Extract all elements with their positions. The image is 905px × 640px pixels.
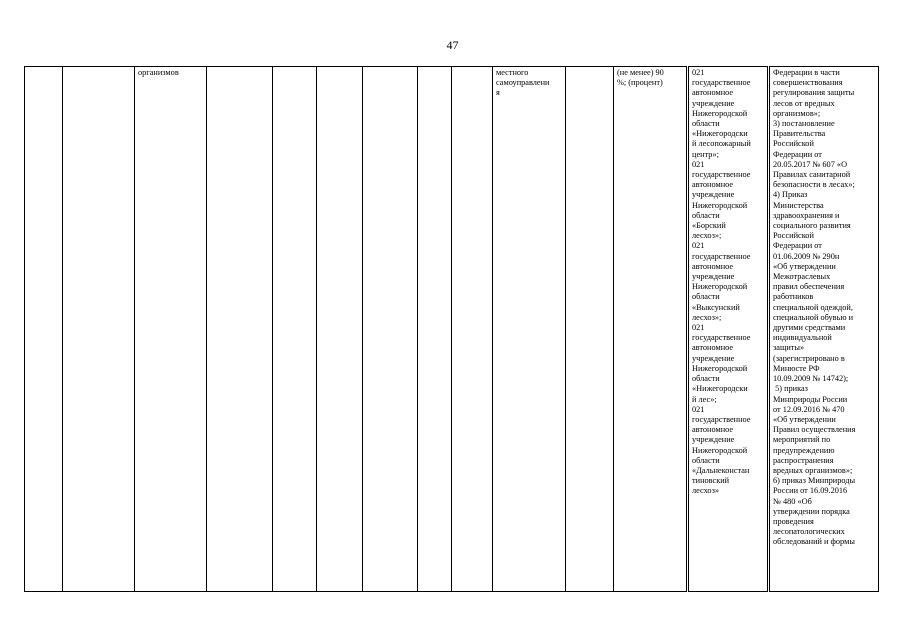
- table-cell-2: [63, 67, 135, 592]
- table-cell-1: [25, 67, 63, 592]
- table-cell-9: [452, 67, 493, 592]
- table-cell-13: [688, 67, 769, 592]
- table-cell-5: [273, 67, 317, 592]
- cell-text-local-government: местного самоуправлени я: [496, 68, 550, 98]
- table-row: [25, 67, 879, 592]
- table-cell-10: [493, 67, 566, 592]
- table-cell-12: [614, 67, 688, 592]
- table-cell-6: [317, 67, 363, 592]
- cell-text-organisms: организмов: [138, 68, 179, 77]
- table-cell-14: [769, 67, 879, 592]
- table-cell-11: [566, 67, 614, 592]
- cell-text-legal-acts: Федерации в части совершенствования регулирования защиты лесов от вредных организмов»; 3) постановление Правительства Российской Федерации от 20.05.2017 № 607 «О Правилах санитарной безопасности в лесах»; 4) Приказ Министерства здравоохранения и социального развития Российской Федерации от 01.06.2009 № 290н «Об утверждении Межотраслевых правил обеспечения работников специальной одеждой, специальной обувью и другими средствами индивидуальной защиты» (зарегистрировано в Минюсте РФ 10.09.2009 № 14742); 5) приказ Минприроды России от 12.09.2016 № 470 «Об утверждении Правил осуществления мероприятий по предупреждению распространения вредных организмов»; 6) приказ Минприроды России от 16.09.2016 № 480 «Об утверждении порядка проведения лесопатологических обследований и формы: [773, 68, 856, 547]
- table-cell-8: [418, 67, 452, 592]
- table-cell-7: [363, 67, 418, 592]
- cell-text-target-percent: (не менее) 90 %; (процент): [617, 68, 664, 88]
- document-table: [24, 66, 879, 592]
- table-cell-3: [135, 67, 207, 592]
- page-number: 47: [446, 38, 459, 52]
- table-cell-4: [207, 67, 273, 592]
- cell-text-institutions: 021 государственное автономное учреждение Нижегородской области «Нижегородски й лесопожарный центр»; 021 государственное автономное учреждение Нижегородской области «Борский лесхоз»; 021 государственное автономное учреждение Нижегородской области «Выксунский лесхоз»; 021 государственное автономное учреждение Нижегородской области «Нижегородски й лес»; 021 государственное автономное учреждение Нижегородской области «Дальнеконстан тиновский лесхоз»: [692, 68, 751, 496]
